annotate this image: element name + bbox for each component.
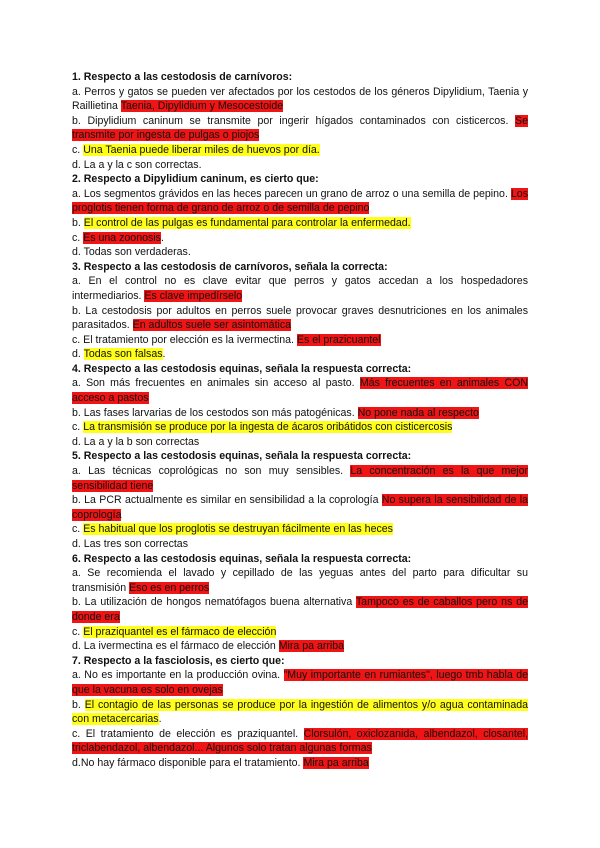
answer-option	[72, 304, 528, 333]
option-text: b.	[72, 216, 84, 229]
option-text: b. La cestodosis por adultos en perros suele provocar graves desnutriciones en los animales parasitados.	[72, 304, 528, 332]
annotation-note: Es clave impedírselo	[144, 289, 243, 302]
option-text: d. La a y la b son correctas	[72, 435, 200, 448]
option-text: a. No es importante en la producción ovina.	[72, 669, 284, 682]
correct-answer-highlight: Es habitual que los proglotis se destruyan fácilmente en las heces	[83, 523, 393, 536]
annotation-note: No supera la sensibilidad de la coprología	[72, 494, 528, 521]
option-trailing-text: .	[162, 348, 166, 361]
answer-option	[72, 347, 528, 362]
question-block	[72, 172, 528, 260]
document-page	[72, 70, 528, 771]
answer-option	[72, 698, 528, 727]
option-text: b.	[72, 698, 85, 711]
answer-option	[72, 245, 528, 260]
option-text: c. El tratamiento por elección es la ivermectina.	[72, 333, 297, 346]
annotation-note: Se transmite por ingesta de pulgas o piojos	[72, 114, 528, 142]
answer-option	[72, 406, 528, 421]
annotation-note: Taenia, Dipylidium y Mesocestoide	[120, 100, 284, 113]
question-title: 4. Respecto a las cestodosis equinas, señala la respuesta correcta:	[72, 362, 412, 375]
answer-option	[72, 231, 528, 246]
answer-option	[72, 158, 528, 173]
annotation-note: Eso es en perros	[129, 581, 210, 594]
option-text: d. Las tres son correctas	[72, 538, 188, 550]
question-title: 1. Respecto a las cestodosis de carnívoros:	[72, 71, 293, 83]
option-text: a. Los segmentos grávidos en las heces parecen un grano de arroz o una semilla de pepino.	[72, 187, 511, 200]
answer-option	[72, 216, 528, 231]
answer-option	[72, 464, 528, 493]
option-text: a. Perros y gatos se pueden ver afectados por los cestodos de los géneros Dipylidium, Taenia y Raillietina	[72, 85, 528, 113]
question-title: 5. Respecto a las cestodosis equinas, señala la respuesta correcta:	[72, 450, 412, 463]
correct-answer-highlight: El praziquantel es el fármaco de elección	[83, 625, 277, 638]
option-text: c.	[72, 625, 84, 638]
option-text: c.	[72, 421, 84, 434]
option-text: c. El tratamiento de elección es praziquantel.	[72, 727, 304, 740]
question-block	[72, 70, 528, 172]
option-text: a. Las técnicas coprológicas no son muy sensibles.	[72, 465, 351, 478]
answer-option	[72, 435, 528, 450]
answer-option	[72, 274, 528, 303]
correct-answer-highlight: El control de las pulgas es fundamental para controlar la enfermedad.	[83, 216, 411, 229]
answer-option	[72, 727, 528, 756]
correct-answer-highlight: El contagio de las personas se produce por la ingestión de alimentos y/o agua contaminada con metacercarias	[72, 698, 528, 726]
answer-option	[72, 668, 528, 697]
annotation-note: Es el prazicuantel	[296, 333, 381, 346]
answer-option	[72, 625, 528, 640]
question-block	[72, 654, 528, 771]
option-text: d. La ivermectina es el fármaco de elección	[72, 640, 279, 653]
answer-option	[72, 537, 528, 552]
option-text: d.	[72, 348, 84, 361]
annotation-note: Clorsulón, oxiclozanida, albendazol, closantel, triclabendazol, albendazol... Algunos solo tratan algunas formas	[72, 727, 528, 755]
answer-option	[72, 522, 528, 537]
option-trailing-text: .	[160, 231, 164, 244]
annotation-note: Es una zoonosis	[83, 231, 161, 244]
annotation-note: Mira pa arriba	[303, 756, 369, 769]
answer-option	[72, 114, 528, 143]
correct-answer-highlight: Una Taenia puede liberar miles de huevos por día.	[83, 143, 320, 156]
annotation-note: Los proglotis tienen forma de grano de arroz o de semilla de pepino	[72, 187, 528, 215]
question-title: 7. Respecto a la fasciolosis, es cierto que:	[72, 654, 285, 667]
option-text: d. La a y la c son correctas.	[72, 158, 202, 171]
correct-answer-highlight: Todas son falsas	[83, 348, 163, 361]
question-title: 2. Respecto a Dipylidium caninum, es cierto que:	[72, 173, 319, 186]
answer-option	[72, 420, 528, 435]
option-text: c.	[72, 143, 84, 156]
question-block	[72, 449, 528, 551]
answer-option	[72, 376, 528, 405]
answer-option	[72, 639, 528, 654]
answer-option	[72, 85, 528, 114]
annotation-note: Mira pa arriba	[278, 640, 345, 653]
answer-option	[72, 595, 528, 624]
option-text: a. En el control no es clave evitar que perros y gatos accedan a los hospedadores intermediarios.	[72, 275, 528, 302]
option-text: d. Todas son verdaderas.	[72, 246, 191, 259]
option-text: b. Dipylidium caninum se transmite por ingerir hígados contaminados con cisticercos.	[72, 114, 516, 127]
option-text: a. Son más frecuentes en animales sin acceso al pasto.	[72, 377, 360, 390]
option-text: d.No hay fármaco disponible para el tratamiento.	[72, 756, 304, 769]
question-block	[72, 362, 528, 450]
option-text: c.	[72, 523, 84, 536]
annotation-note: Más frecuentes en animales CON acceso a pastos	[72, 377, 528, 405]
option-text: c.	[72, 231, 84, 244]
answer-option	[72, 143, 528, 158]
answer-option	[72, 187, 528, 216]
annotation-note: No pone nada al respecto	[357, 406, 479, 419]
annotation-note: La concentración es la que mejor sensibilidad tiene	[72, 465, 528, 492]
answer-option	[72, 566, 528, 595]
annotation-note: "Muy importante en rumiantes", luego tmb habla de que la vacuna es solo en ovejas	[72, 669, 528, 696]
question-title: 6. Respecto a las cestodosis equinas, señala la respuesta correcta:	[72, 552, 412, 565]
option-text: b. La PCR actualmente es similar en sensibilidad a la coprología	[72, 494, 382, 507]
option-trailing-text: .	[158, 713, 162, 726]
annotation-note: En adultos suele ser asintomática	[132, 319, 292, 332]
question-block	[72, 552, 528, 654]
option-text: b. La utilización de hongos nematófagos buena alternativa	[72, 596, 356, 609]
option-text: b. Las fases larvarias de los cestodos son más patogénicas.	[72, 406, 358, 419]
question-title: 3. Respecto a las cestodosis de carnívoros, señala la correcta:	[72, 260, 388, 273]
question-block	[72, 260, 528, 362]
answer-option	[72, 493, 528, 522]
correct-answer-highlight: La transmisión se produce por la ingesta de ácaros oribátidos con cisticercosis	[83, 421, 453, 434]
annotation-note: Tampoco es de caballos pero ns de donde era	[72, 596, 528, 623]
option-text: a. Se recomienda el lavado y cepillado de las yeguas antes del parto para dificultar su transmisión	[72, 567, 528, 594]
answer-option	[72, 756, 528, 771]
answer-option	[72, 333, 528, 348]
